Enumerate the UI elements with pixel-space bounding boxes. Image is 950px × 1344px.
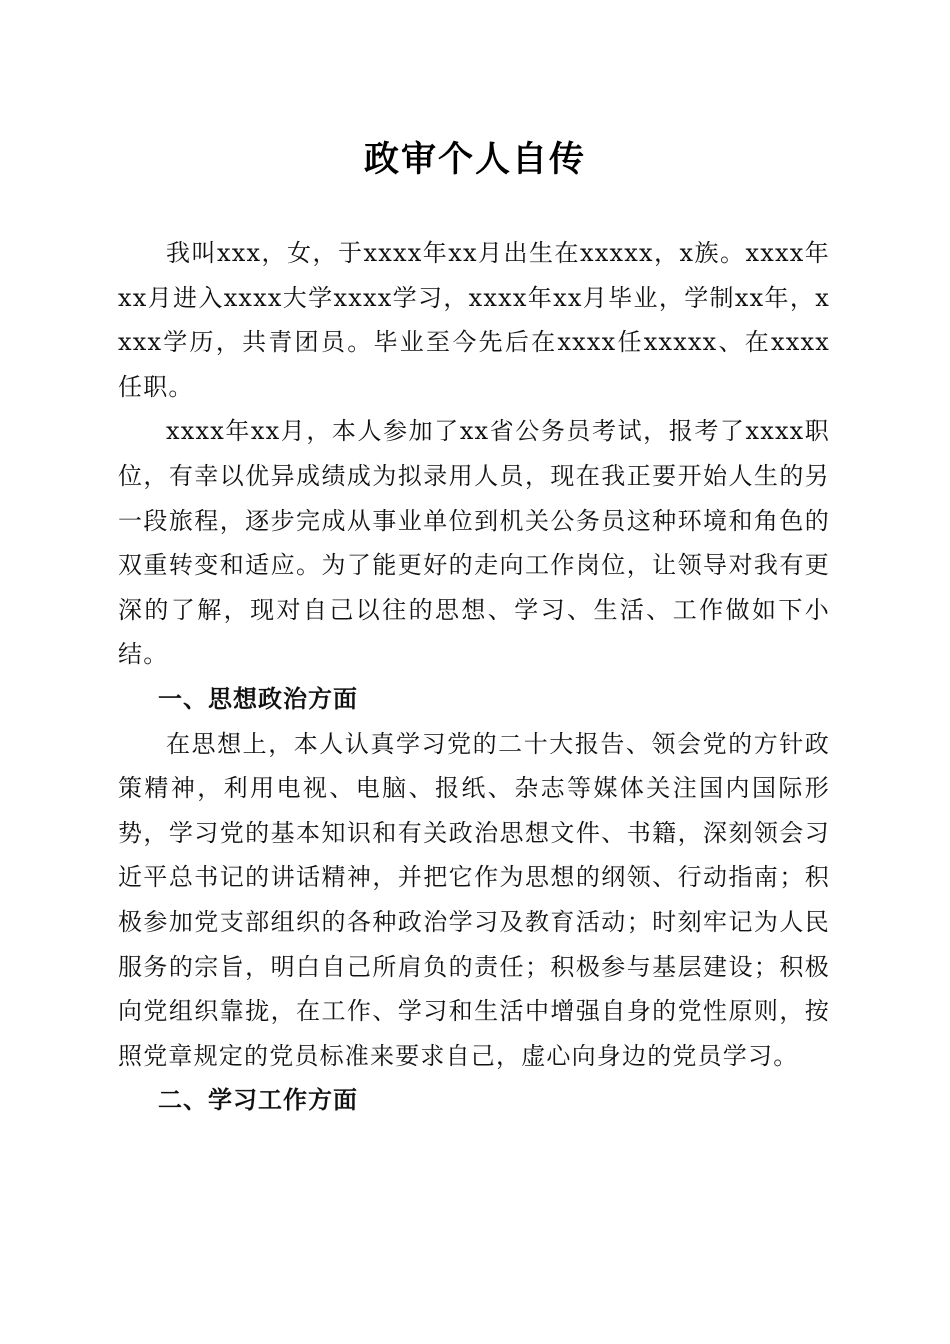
document-body bbox=[118, 231, 830, 1123]
political-paragraph: 在思想上，本人认真学习党的二十大报告、领会党的方针政策精神，利用电视、电脑、报纸、杂志等媒体关注国内国际形势，学习党的基本知识和有关政治思想文件、书籍，深刻领会习近平总书记的讲话精神，并把它作为思想的纲领、行动指南；积极参加党支部组织的各种政治学习及教育活动；时刻牢记为人民服务的宗旨，明白自己所肩负的责任；积极参与基层建设；积极向党组织靠拢，在工作、学习和生活中增强自身的党性原则，按照党章规定的党员标准来要求自己，虚心向身边的党员学习。 bbox=[118, 729, 830, 1070]
intro-paragraph: 我叫xxx，女，于xxxx年xx月出生在xxxxx，x族。xxxx年xx月进入xxxx大学xxxx学习，xxxx年xx月毕业，学制xx年，xxxx学历，共青团员。毕业至今先后在xxxx任xxxxx、在xxxx任职。 bbox=[118, 239, 830, 401]
section-heading-political: 一、思想政治方面 bbox=[158, 684, 358, 713]
exam-paragraph: xxxx年xx月，本人参加了xx省公务员考试，报考了xxxx职位，有幸以优异成绩成为拟录用人员，现在我正要开始人生的另一段旅程，逐步完成从事业单位到机关公务员这种环境和角色的双重转变和适应。为了能更好的走向工作岗位，让领导对我有更深的了解，现对自己以往的思想、学习、生活、工作做如下小结。 bbox=[118, 417, 830, 669]
document-title: 政审个人自传 bbox=[363, 139, 586, 180]
section-heading-study-work: 二、学习工作方面 bbox=[158, 1086, 358, 1115]
